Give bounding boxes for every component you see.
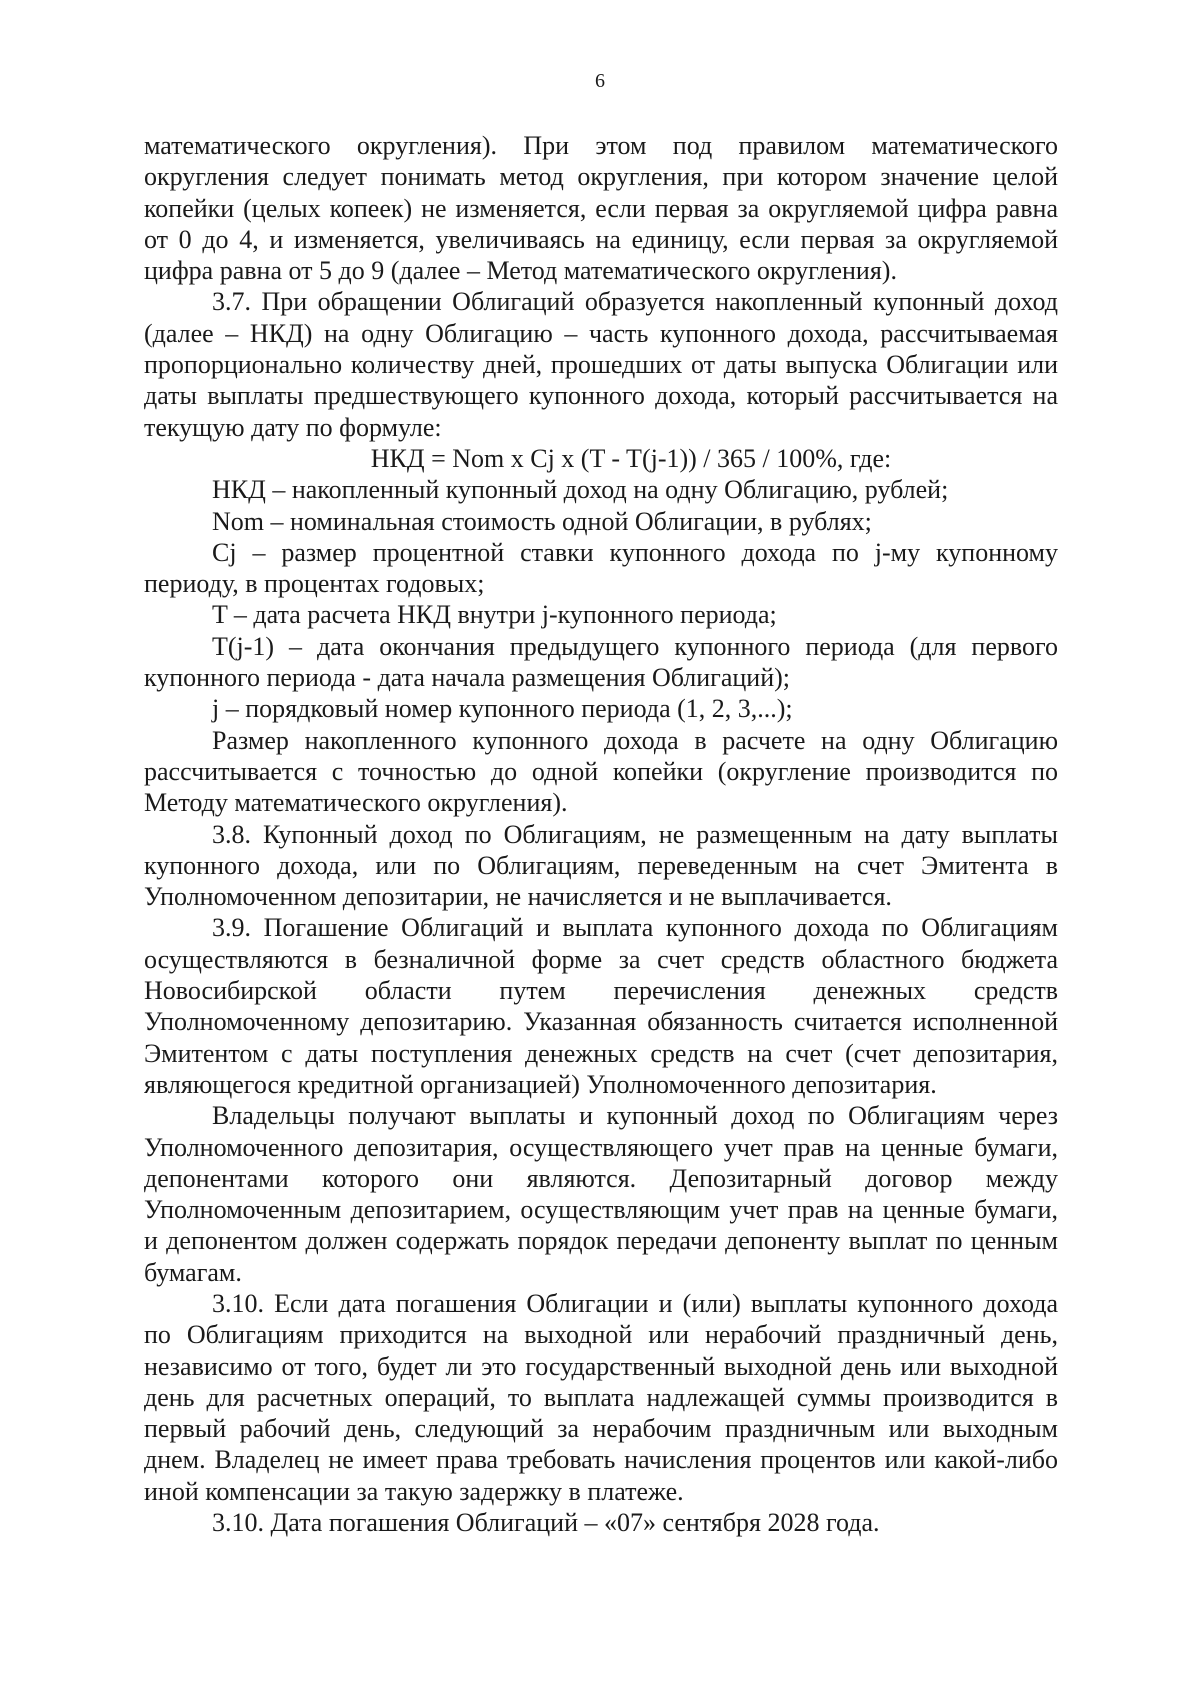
definition-t-prev: T(j-1) – дата окончания предыдущего купонного периода (для первого купонного периода - дата начала размещения Облигаций); — [144, 631, 1058, 693]
paragraph-3-9: 3.9. Погашение Облигаций и выплата купонного дохода по Облигациям осуществляются в безналичной форме за счет средств областного бюджета Новосибирской области путем перечисления денежных средств Уполномоченному депозитарию. Указанная обязанность считается исполненной Эмитентом с даты поступления денежных средств на счет (счет депозитария, являющегося кредитной организацией) Уполномоченного депозитария. — [144, 913, 1058, 1099]
paragraph-3-10-holidays: 3.10. Если дата погашения Облигации и (или) выплаты купонного дохода по Облигациям приходится на выходной или нерабочий праздничный день, независимо от того, будет ли это государственный выходной день или выходной день для расчетных операций, то выплата надлежащей суммы производится в первый рабочий день, следующий за нерабочим праздничным или выходным днем. Владелец не имеет права требовать начисления процентов или какой-либо иной компенсации за такую задержку в платеже. — [144, 1288, 1058, 1506]
paragraph-rounding-continued: математического округления). При этом под правилом математического округления следует понимать метод округления, при котором значение целой копейки (целых копеек) не изменяется, если первая за округляемой цифра равна от 0 до 4, и изменяется, увеличиваясь на единицу, если первая за округляемой цифра равна от 5 до 9 (далее – Метод математического округления). — [144, 131, 1058, 286]
definition-j: j – порядковый номер купонного периода (1, 2, 3,...); — [212, 694, 793, 724]
formula-nkd: НКД = Nom x Cj x (T - T(j-1)) / 365 / 100%, где: — [370, 443, 892, 473]
paragraph-owners-payments: Владельцы получают выплаты и купонный доход по Облигациям через Уполномоченного депозитария, осуществляющего учет прав на ценные бумаги, депонентами которого они являются. Депозитарный договор между Уполномоченным депозитарием, осуществляющим учет прав на ценные бумаги, и депонентом должен содержать порядок передачи депоненту выплат по ценным бумагам. — [144, 1101, 1058, 1287]
document-body — [144, 130, 1058, 1538]
paragraph-3-7: 3.7. При обращении Облигаций образуется накопленный купонный доход (далее – НКД) на одну Облигацию – часть купонного дохода, рассчитываемая пропорционально количеству дней, прошедших от даты выпуска Облигации или даты выплаты предшествующего купонного дохода, который рассчитывается на текущую дату по формуле: — [144, 287, 1058, 442]
definition-cj: Cj – размер процентной ставки купонного дохода по j-му купонному периоду, в процентах годовых; — [144, 537, 1058, 599]
definition-t: T – дата расчета НКД внутри j-купонного периода; — [212, 600, 777, 630]
definition-nkd: НКД – накопленный купонный доход на одну Облигацию, рублей; — [212, 475, 949, 505]
page-number: 6 — [595, 70, 605, 92]
definition-nom: Nom – номинальная стоимость одной Облигации, в рублях; — [212, 506, 872, 536]
paragraph-nkd-precision: Размер накопленного купонного дохода в расчете на одну Облигацию рассчитывается с точностью до одной копейки (округление производится по Методу математического округления). — [144, 725, 1058, 818]
paragraph-3-8: 3.8. Купонный доход по Облигациям, не размещенным на дату выплаты купонного дохода, или по Облигациям, переведенным на счет Эмитента в Уполномоченном депозитарии, не начисляется и не выплачивается. — [144, 819, 1058, 912]
paragraph-3-10-maturity-date: 3.10. Дата погашения Облигаций – «07» сентября 2028 года. — [212, 1508, 880, 1538]
